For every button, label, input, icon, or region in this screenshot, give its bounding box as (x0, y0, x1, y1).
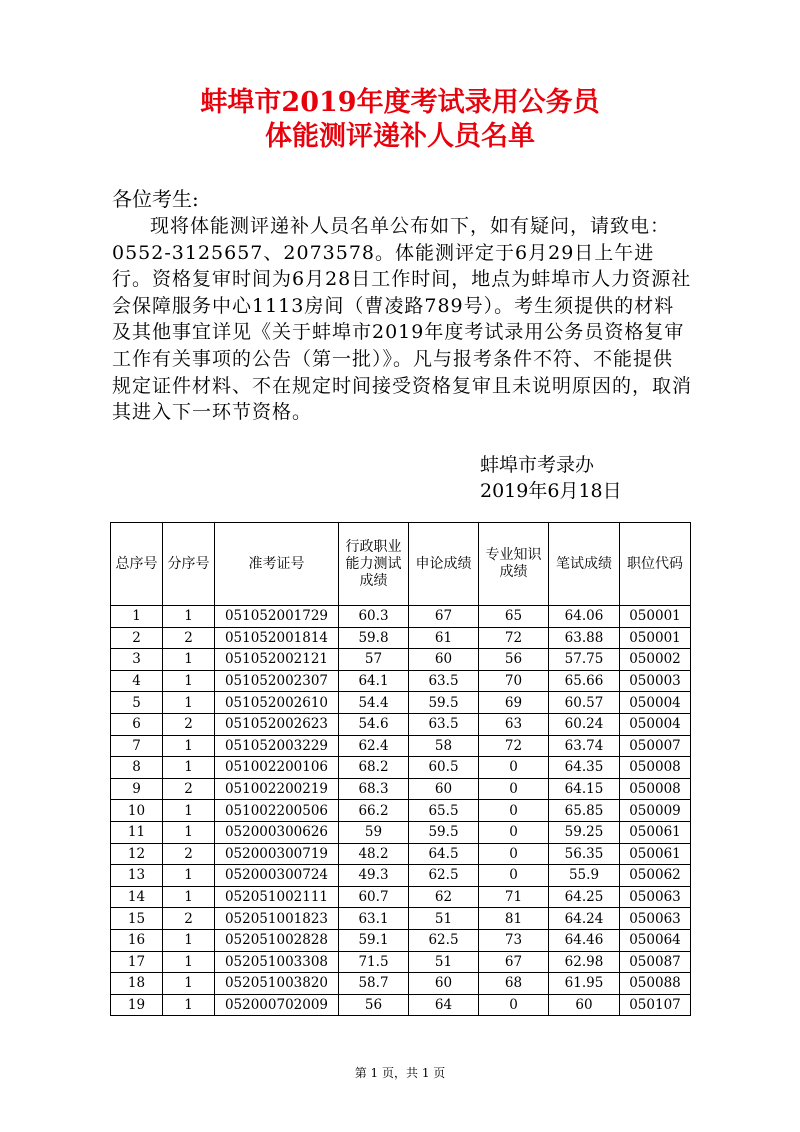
cell-position-code: 050001 (620, 606, 691, 628)
cell-professional-score: 0 (479, 757, 549, 779)
cell-professional-score: 0 (479, 800, 549, 822)
cell-position-code: 050087 (620, 951, 691, 973)
cell-exam-id: 051002200219 (215, 778, 339, 800)
cell-essay-score: 62.5 (409, 865, 479, 887)
header-essay-score: 申论成绩 (409, 523, 479, 606)
cell-aptitude-score: 59 (339, 821, 409, 843)
table-row (111, 886, 691, 908)
cell-position-code: 050007 (620, 735, 691, 757)
cell-total-no: 5 (111, 692, 163, 714)
header-sub-no: 分序号 (163, 523, 215, 606)
cell-written-score: 56.35 (549, 843, 620, 865)
cell-total-no: 7 (111, 735, 163, 757)
cell-sub-no: 1 (163, 757, 215, 779)
cell-essay-score: 51 (409, 951, 479, 973)
cell-total-no: 4 (111, 670, 163, 692)
cell-exam-id: 051052002121 (215, 649, 339, 671)
table-row (111, 627, 691, 649)
cell-written-score: 60.24 (549, 713, 620, 735)
table-row (111, 951, 691, 973)
cell-position-code: 050008 (620, 778, 691, 800)
cell-sub-no: 1 (163, 821, 215, 843)
cell-sub-no: 1 (163, 886, 215, 908)
cell-total-no: 16 (111, 929, 163, 951)
header-professional-score: 专业知识成绩 (479, 523, 549, 606)
cell-aptitude-score: 60.7 (339, 886, 409, 908)
cell-essay-score: 63.5 (409, 670, 479, 692)
cell-aptitude-score: 63.1 (339, 908, 409, 930)
cell-position-code: 050061 (620, 821, 691, 843)
header-total-no: 总序号 (111, 523, 163, 606)
cell-written-score: 64.15 (549, 778, 620, 800)
signature-org: 蚌埠市考录办 (480, 454, 595, 476)
cell-position-code: 050062 (620, 865, 691, 887)
cell-sub-no: 1 (163, 649, 215, 671)
cell-sub-no: 1 (163, 929, 215, 951)
cell-aptitude-score: 68.3 (339, 778, 409, 800)
cell-essay-score: 60.5 (409, 757, 479, 779)
cell-exam-id: 052000300724 (215, 865, 339, 887)
cell-professional-score: 81 (479, 908, 549, 930)
header-exam-id: 准考证号 (215, 523, 339, 606)
cell-aptitude-score: 66.2 (339, 800, 409, 822)
table-row (111, 865, 691, 887)
page-footer: 第 1 页，共 1 页 (354, 1066, 446, 1080)
cell-professional-score: 72 (479, 735, 549, 757)
cell-total-no: 3 (111, 649, 163, 671)
cell-exam-id: 052000300626 (215, 821, 339, 843)
table-row (111, 994, 691, 1016)
cell-total-no: 1 (111, 606, 163, 628)
table-row (111, 929, 691, 951)
cell-aptitude-score: 48.2 (339, 843, 409, 865)
cell-sub-no: 1 (163, 865, 215, 887)
table-row (111, 606, 691, 628)
cell-total-no: 6 (111, 713, 163, 735)
cell-total-no: 14 (111, 886, 163, 908)
cell-position-code: 050009 (620, 800, 691, 822)
table-row (111, 800, 691, 822)
cell-total-no: 9 (111, 778, 163, 800)
table-row (111, 757, 691, 779)
cell-written-score: 55.9 (549, 865, 620, 887)
header-written-score: 笔试成绩 (549, 523, 620, 606)
cell-professional-score: 65 (479, 606, 549, 628)
cell-written-score: 64.06 (549, 606, 620, 628)
table-row (111, 735, 691, 757)
table-header-row (111, 523, 691, 606)
cell-exam-id: 052000300719 (215, 843, 339, 865)
cell-essay-score: 59.5 (409, 821, 479, 843)
cell-essay-score: 60 (409, 778, 479, 800)
table-row (111, 778, 691, 800)
cell-exam-id: 051002200106 (215, 757, 339, 779)
cell-professional-score: 0 (479, 843, 549, 865)
cell-total-no: 8 (111, 757, 163, 779)
cell-professional-score: 70 (479, 670, 549, 692)
cell-total-no: 11 (111, 821, 163, 843)
cell-essay-score: 60 (409, 649, 479, 671)
cell-position-code: 050003 (620, 670, 691, 692)
cell-essay-score: 67 (409, 606, 479, 628)
cell-aptitude-score: 54.6 (339, 713, 409, 735)
cell-aptitude-score: 59.1 (339, 929, 409, 951)
table-row (111, 821, 691, 843)
cell-written-score: 62.98 (549, 951, 620, 973)
cell-professional-score: 0 (479, 778, 549, 800)
cell-written-score: 61.95 (549, 973, 620, 995)
cell-aptitude-score: 49.3 (339, 865, 409, 887)
cell-aptitude-score: 68.2 (339, 757, 409, 779)
cell-professional-score: 72 (479, 627, 549, 649)
cell-exam-id: 052051002828 (215, 929, 339, 951)
cell-exam-id: 051002200506 (215, 800, 339, 822)
cell-professional-score: 71 (479, 886, 549, 908)
cell-sub-no: 2 (163, 627, 215, 649)
cell-position-code: 050063 (620, 908, 691, 930)
cell-aptitude-score: 54.4 (339, 692, 409, 714)
cell-total-no: 13 (111, 865, 163, 887)
cell-sub-no: 1 (163, 973, 215, 995)
cell-aptitude-score: 71.5 (339, 951, 409, 973)
cell-professional-score: 63 (479, 713, 549, 735)
cell-written-score: 63.74 (549, 735, 620, 757)
cell-position-code: 050002 (620, 649, 691, 671)
cell-written-score: 57.75 (549, 649, 620, 671)
cell-written-score: 64.35 (549, 757, 620, 779)
cell-total-no: 12 (111, 843, 163, 865)
cell-total-no: 15 (111, 908, 163, 930)
cell-written-score: 64.46 (549, 929, 620, 951)
cell-aptitude-score: 60.3 (339, 606, 409, 628)
cell-position-code: 050088 (620, 973, 691, 995)
cell-written-score: 63.88 (549, 627, 620, 649)
cell-exam-id: 051052001729 (215, 606, 339, 628)
candidate-table (110, 522, 691, 1016)
cell-total-no: 19 (111, 994, 163, 1016)
cell-written-score: 60.57 (549, 692, 620, 714)
cell-professional-score: 0 (479, 865, 549, 887)
cell-sub-no: 1 (163, 735, 215, 757)
cell-professional-score: 68 (479, 973, 549, 995)
cell-exam-id: 052051003820 (215, 973, 339, 995)
cell-essay-score: 64 (409, 994, 479, 1016)
cell-sub-no: 1 (163, 670, 215, 692)
cell-professional-score: 0 (479, 821, 549, 843)
cell-exam-id: 051052002610 (215, 692, 339, 714)
cell-position-code: 050064 (620, 929, 691, 951)
cell-position-code: 050004 (620, 713, 691, 735)
cell-exam-id: 052000702009 (215, 994, 339, 1016)
cell-professional-score: 69 (479, 692, 549, 714)
cell-position-code: 050004 (620, 692, 691, 714)
page-title-line2: 体能测评递补人员名单 (265, 121, 535, 152)
cell-exam-id: 052051002111 (215, 886, 339, 908)
cell-position-code: 050107 (620, 994, 691, 1016)
table-row (111, 692, 691, 714)
cell-sub-no: 1 (163, 994, 215, 1016)
cell-sub-no: 1 (163, 951, 215, 973)
cell-exam-id: 051052001814 (215, 627, 339, 649)
cell-written-score: 59.25 (549, 821, 620, 843)
cell-sub-no: 2 (163, 908, 215, 930)
cell-total-no: 17 (111, 951, 163, 973)
header-position-code: 职位代码 (620, 523, 691, 606)
cell-written-score: 60 (549, 994, 620, 1016)
salutation: 各位考生: (112, 187, 199, 211)
cell-aptitude-score: 59.8 (339, 627, 409, 649)
cell-position-code: 050001 (620, 627, 691, 649)
cell-sub-no: 1 (163, 800, 215, 822)
cell-aptitude-score: 58.7 (339, 973, 409, 995)
signature-date: 2019年6月18日 (480, 480, 622, 502)
table-row (111, 649, 691, 671)
table-row (111, 908, 691, 930)
cell-sub-no: 2 (163, 713, 215, 735)
cell-position-code: 050008 (620, 757, 691, 779)
cell-essay-score: 62 (409, 886, 479, 908)
cell-written-score: 65.85 (549, 800, 620, 822)
notice-body (112, 213, 692, 426)
cell-written-score: 64.24 (549, 908, 620, 930)
cell-sub-no: 2 (163, 778, 215, 800)
notice-paragraph: 现将体能测评递补人员名单公布如下，如有疑问，请致电：0552-3125657、2073578。体能测评定于6月29日上午进行。资格复审时间为6月28日工作时间，地点为蚌埠市人力资源社会保障服务中心1113房间（曹凌路789号）。考生须提供的材料及其他事宜详见《关于蚌埠市2019年度考试录用公务员资格复审工作有关事项的公告（第一批）》。凡与报考条件不符、不能提供规定证件材料、不在规定时间接受资格复审且未说明原因的，取消其进入下一环节资格。 (112, 215, 693, 424)
cell-professional-score: 0 (479, 994, 549, 1016)
cell-essay-score: 60 (409, 973, 479, 995)
cell-sub-no: 1 (163, 606, 215, 628)
table-row (111, 713, 691, 735)
cell-professional-score: 56 (479, 649, 549, 671)
table-row (111, 670, 691, 692)
cell-exam-id: 051052002623 (215, 713, 339, 735)
cell-aptitude-score: 62.4 (339, 735, 409, 757)
cell-sub-no: 1 (163, 692, 215, 714)
cell-exam-id: 052051003308 (215, 951, 339, 973)
cell-essay-score: 59.5 (409, 692, 479, 714)
page-title-line1: 蚌埠市2019年度考试录用公务员 (200, 87, 600, 118)
cell-essay-score: 64.5 (409, 843, 479, 865)
cell-aptitude-score: 64.1 (339, 670, 409, 692)
cell-essay-score: 63.5 (409, 713, 479, 735)
table-row (111, 973, 691, 995)
cell-exam-id: 052051001823 (215, 908, 339, 930)
header-aptitude-score: 行政职业能力测试成绩 (339, 523, 409, 606)
cell-essay-score: 62.5 (409, 929, 479, 951)
cell-essay-score: 51 (409, 908, 479, 930)
cell-essay-score: 65.5 (409, 800, 479, 822)
cell-position-code: 050063 (620, 886, 691, 908)
cell-sub-no: 2 (163, 843, 215, 865)
cell-professional-score: 73 (479, 929, 549, 951)
cell-essay-score: 61 (409, 627, 479, 649)
cell-position-code: 050061 (620, 843, 691, 865)
cell-exam-id: 051052003229 (215, 735, 339, 757)
cell-aptitude-score: 56 (339, 994, 409, 1016)
table-row (111, 843, 691, 865)
cell-written-score: 64.25 (549, 886, 620, 908)
cell-essay-score: 58 (409, 735, 479, 757)
cell-total-no: 18 (111, 973, 163, 995)
cell-exam-id: 051052002307 (215, 670, 339, 692)
cell-total-no: 2 (111, 627, 163, 649)
cell-professional-score: 67 (479, 951, 549, 973)
cell-aptitude-score: 57 (339, 649, 409, 671)
cell-written-score: 65.66 (549, 670, 620, 692)
cell-total-no: 10 (111, 800, 163, 822)
